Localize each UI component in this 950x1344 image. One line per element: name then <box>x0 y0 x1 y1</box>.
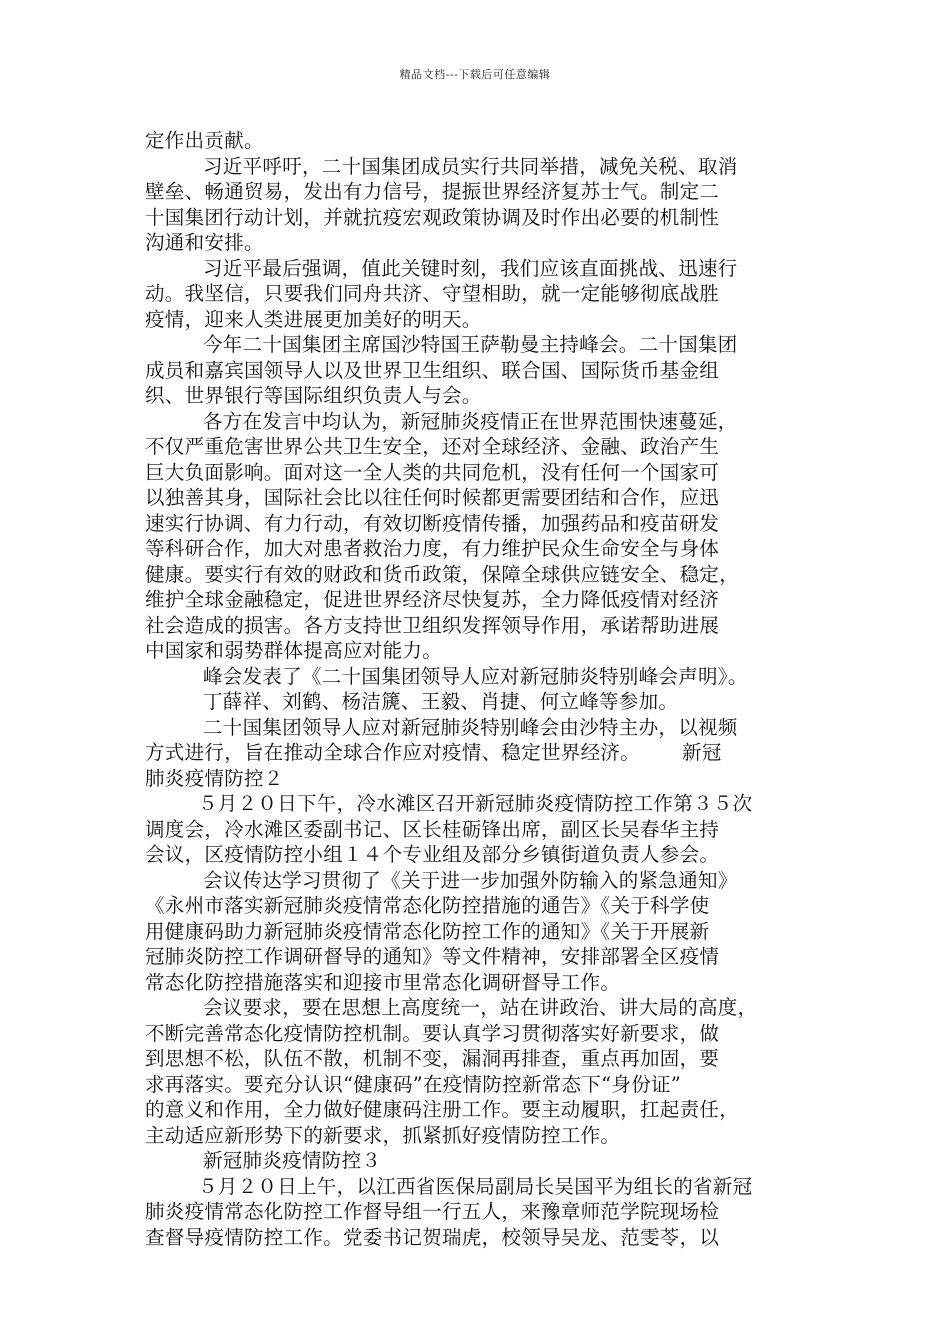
text-line-content: 习近平呼吁，二十国集团成员实行共同举措，减免关税、取消 <box>203 154 738 178</box>
text-line-content: 十国集团行动计划，并就抗疫宏观政策协调及时作出必要的机制性 <box>145 205 720 229</box>
text-line-content: 肺炎疫情防控２ <box>145 766 284 790</box>
text-line <box>145 1148 810 1174</box>
text-line <box>145 791 810 817</box>
text-line <box>145 664 810 690</box>
text-line-content: 成员和嘉宾国领导人以及世界卫生组织、联合国、国际货币基金组 <box>145 358 720 382</box>
text-line <box>145 1174 810 1200</box>
text-line <box>145 511 810 537</box>
document-body <box>145 128 810 1250</box>
text-line <box>145 689 810 715</box>
text-line <box>145 332 810 358</box>
text-line <box>145 256 810 282</box>
text-line-content: 到思想不松，队伍不散，机制不变，漏洞再排查，重点再加固，要 <box>145 1047 720 1070</box>
text-line-content: ５月２０日上午，以江西省医保局副局长吴国平为组长的省新冠 <box>198 1174 753 1198</box>
text-line <box>145 281 810 307</box>
text-line-content: 中国家和弱势群体提高应对能力。 <box>145 639 443 662</box>
text-line-content: 壁垒、畅通贸易，发出有力信号，提振世界经济复苏士气。制定二 <box>145 180 720 203</box>
text-line <box>145 434 810 460</box>
text-line-tail: 新冠 <box>682 741 722 764</box>
text-line <box>145 307 810 333</box>
text-line <box>145 383 810 409</box>
text-line <box>145 1046 810 1072</box>
text-line-content: 方式进行，旨在推动全球合作应对疫情、稳定世界经济。 <box>145 741 641 764</box>
text-line-content: 等科研合作，加大对患者救治力度，有力维护民众生命安全与身体 <box>145 537 720 560</box>
text-line-content: 主动适应新形势下的新要求，抓紧抓好疫情防控工作。 <box>145 1123 621 1147</box>
text-line <box>145 485 810 511</box>
text-line-content: 肺炎疫情常态化防控工作督导组一行五人，来豫章师范学院现场检 <box>145 1200 720 1223</box>
text-line-content: 今年二十国集团主席国沙特国王萨勒曼主持峰会。二十国集团 <box>203 333 738 356</box>
text-line <box>145 1225 810 1251</box>
text-line-content: 《永州市落实新冠肺炎疫情常态化防控措施的通告》《关于科学使 <box>145 894 710 917</box>
text-line-content: 巨大负面影响。面对这一全人类的共同危机，没有任何一个国家可 <box>145 460 720 484</box>
text-line <box>145 1072 810 1098</box>
text-line <box>145 919 810 945</box>
text-line <box>145 358 810 384</box>
text-line <box>145 536 810 562</box>
text-line-content: 各方在发言中均认为，新冠肺炎疫情正在世界范围快速蔓延， <box>203 409 738 433</box>
text-line-content: 丁薛祥、刘鹤、杨洁篪、王毅、肖捷、何立峰等参加。 <box>203 690 679 713</box>
text-line-content: 健康。要实行有效的财政和货币政策，保障全球供应链安全、稳定， <box>145 562 740 586</box>
text-line <box>145 179 810 205</box>
text-line <box>145 766 810 792</box>
text-line <box>145 893 810 919</box>
text-line <box>145 230 810 256</box>
text-line <box>145 740 810 766</box>
text-line-content: 峰会发表了《二十国集团领导人应对新冠肺炎特别峰会声明》。 <box>203 664 748 688</box>
text-line-content: 冠肺炎防控工作调研督导的通知》等文件精神，安排部署全区疫情 <box>145 945 720 968</box>
page-header: 精品文档---下载后可任意编辑 <box>399 68 551 81</box>
text-line-content: 沟通和安排。 <box>145 231 264 254</box>
text-line-content: 社会造成的损害。各方支持世卫组织发挥领导作用，承诺帮助进展 <box>145 613 720 637</box>
text-line-content: 会议传达学习贯彻了《关于进一步加强外防输入的紧急通知》 <box>203 868 738 892</box>
text-line-content: 不断完善常态化疫情防控机制。要认真学习贯彻落实好新要求，做 <box>145 1021 720 1045</box>
text-line-content: 习近平最后强调，值此关键时刻，我们应该直面挑战、迅速行 <box>203 256 738 280</box>
text-line <box>145 587 810 613</box>
text-line <box>145 715 810 741</box>
text-line-content: 不仅严重危害世界公共卫生安全，还对全球经济、金融、政治产生 <box>145 435 720 458</box>
text-line-content: 查督导疫情防控工作。党委书记贺瑞虎，校领导吴龙、范雯苓，以 <box>145 1225 720 1249</box>
text-line-content: 织、世界银行等国际组织负责人与会。 <box>145 384 482 407</box>
text-line-content: 的意义和作用，全力做好健康码注册工作。要主动履职，扛起责任， <box>145 1098 740 1121</box>
text-line <box>145 562 810 588</box>
text-line <box>145 1021 810 1047</box>
text-line <box>145 970 810 996</box>
text-line <box>145 868 810 894</box>
text-line-content: 常态化防控措施落实和迎接市里常态化调研督导工作。 <box>145 970 621 994</box>
text-line-content: ５月２０日下午，冷水滩区召开新冠肺炎疫情防控工作第３５次 <box>198 792 753 815</box>
text-line <box>145 460 810 486</box>
text-line-content: 疫情，迎来人类进展更加美好的明天。 <box>145 307 482 331</box>
text-line-content: 求再落实。要充分认识“健康码”在疫情防控新常态下“身份证” <box>145 1072 682 1096</box>
text-line <box>145 205 810 231</box>
text-line-content: 会议要求，要在思想上高度统一，站在讲政治、讲大局的高度， <box>203 996 758 1019</box>
text-line <box>145 842 810 868</box>
text-line-content: 定作出贡献。 <box>145 129 264 152</box>
text-line-content: 二十国集团领导人应对新冠肺炎特别峰会由沙特主办，以视频 <box>203 715 738 739</box>
text-line-content: 新冠肺炎疫情防控３ <box>203 1149 382 1172</box>
text-line-content: 动。我坚信，只要我们同舟共济、守望相助，就一定能够彻底战胜 <box>145 282 720 305</box>
text-line-content: 会议，区疫情防控小组１４个专业组及部分乡镇街道负责人参会。 <box>145 843 720 866</box>
text-line <box>145 154 810 180</box>
text-line <box>145 1123 810 1149</box>
text-line-content: 速实行协调、有力行动，有效切断疫情传播，加强药品和疫苗研发 <box>145 511 720 535</box>
text-line <box>145 1199 810 1225</box>
text-line <box>145 995 810 1021</box>
text-line-content: 以独善其身，国际社会比以往任何时候都更需要团结和合作，应迅 <box>145 486 720 509</box>
text-line <box>145 817 810 843</box>
text-line-content: 调度会，冷水滩区委副书记、区长桂砺锋出席，副区长吴春华主持 <box>145 817 720 841</box>
text-line <box>145 409 810 435</box>
text-line <box>145 1097 810 1123</box>
text-line-content: 维护全球金融稳定，促进世界经济尽快复苏，全力降低疫情对经济 <box>145 588 720 611</box>
text-line <box>145 944 810 970</box>
text-line <box>145 613 810 639</box>
text-line-content: 用健康码助力新冠肺炎疫情常态化防控工作的通知》《关于开展新 <box>145 919 710 943</box>
text-line <box>145 128 810 154</box>
text-line <box>145 638 810 664</box>
